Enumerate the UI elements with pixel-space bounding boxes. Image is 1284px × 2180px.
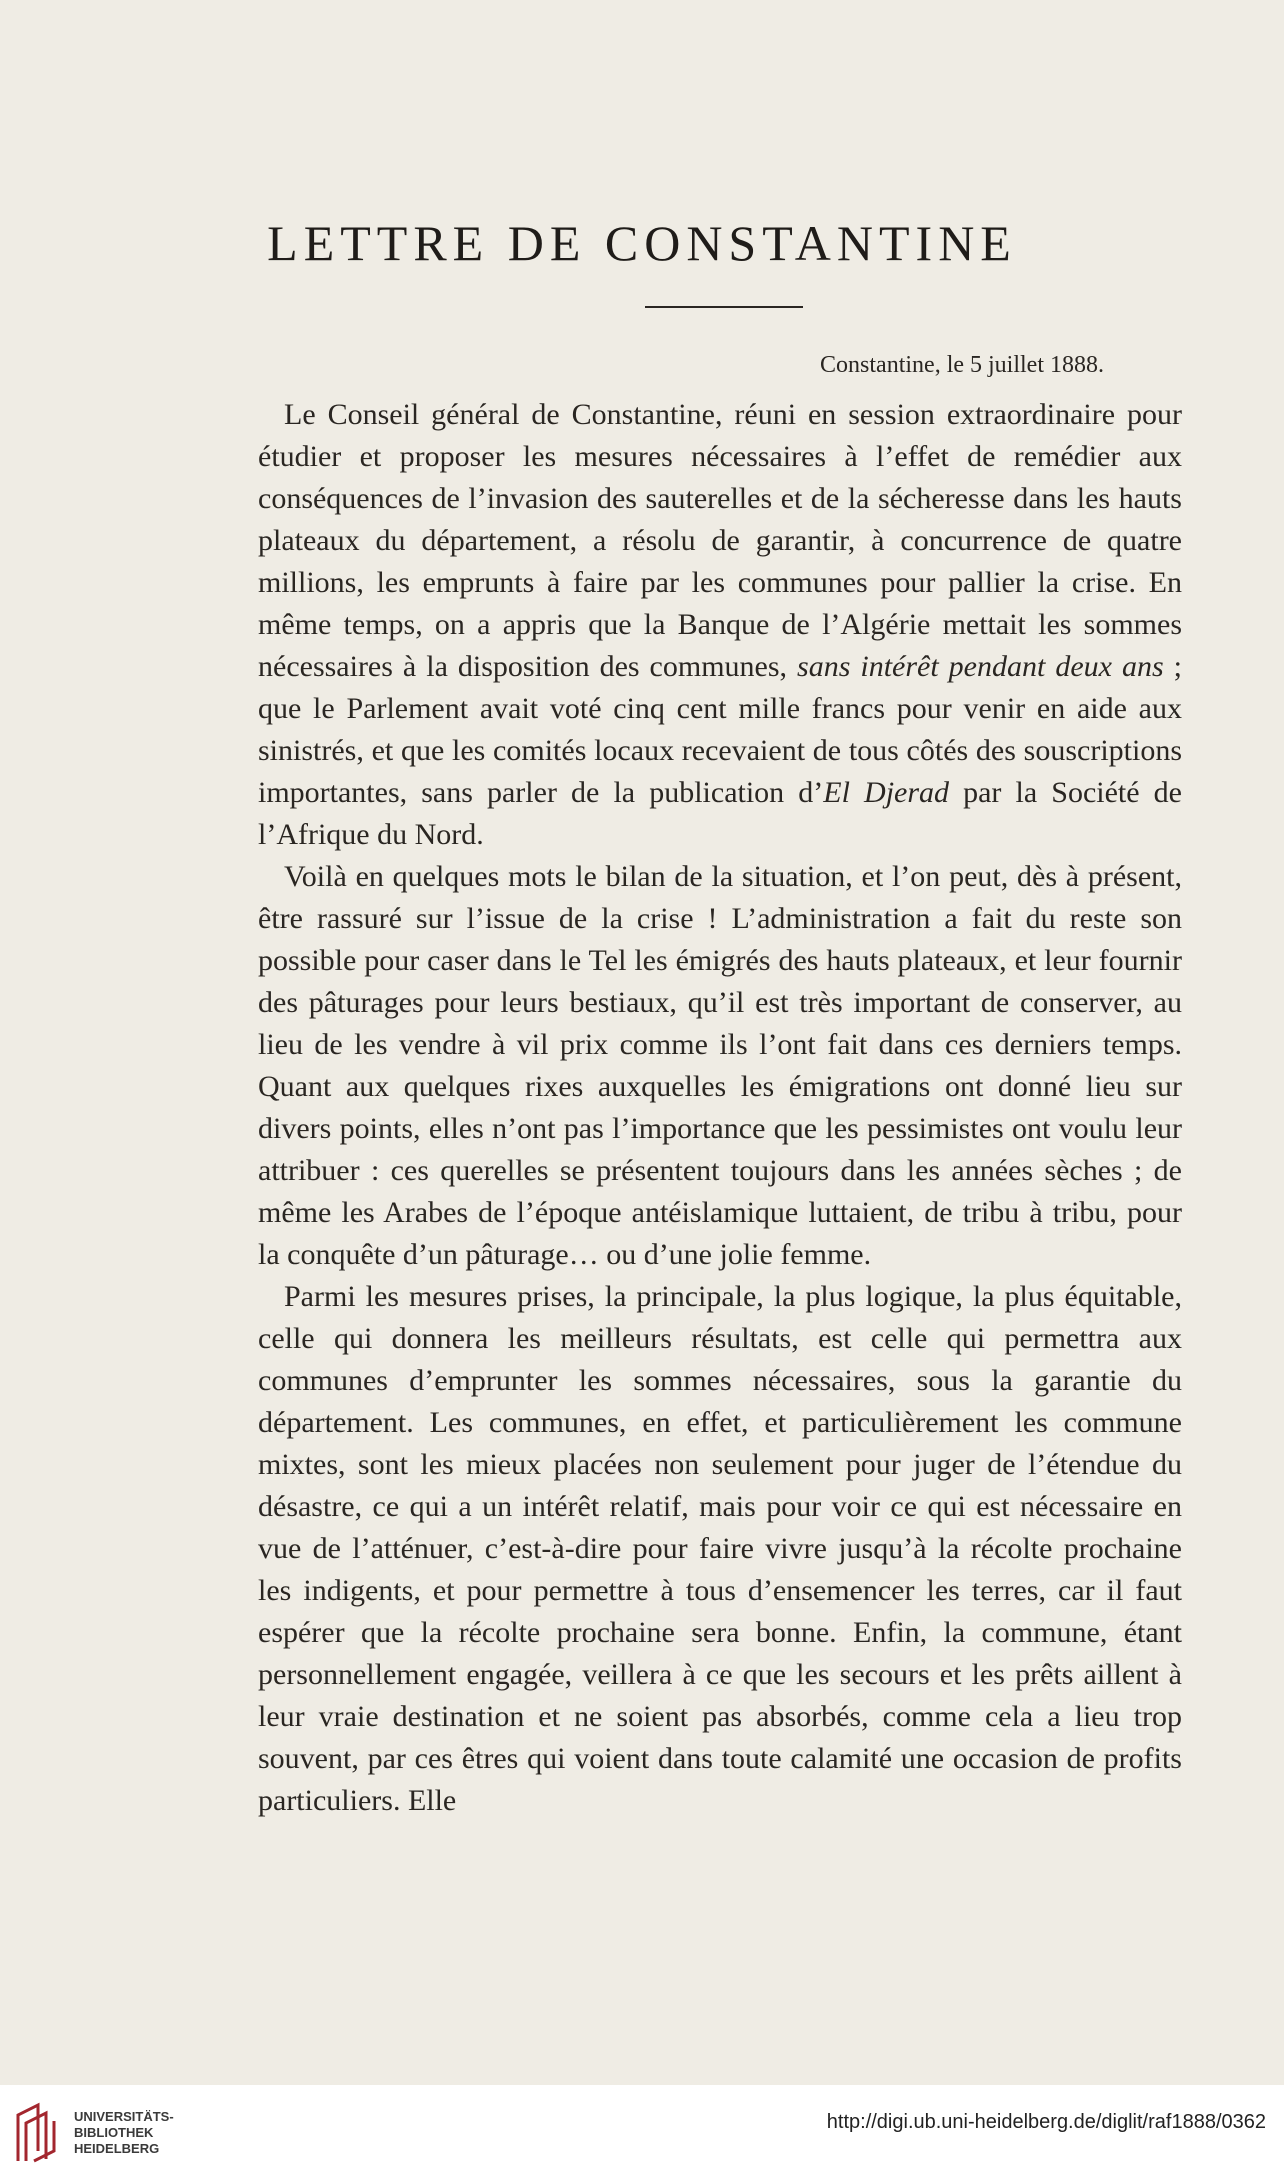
paragraph-3: Parmi les mesures prises, la principale, la plus logique, la plus équitable, celle qui donnera les meilleurs résultats, est celle qui permettra aux communes d’emprunter les sommes nécessaires, sous la garantie du département. Les communes, en effet, et particulièrement les commune mixtes, sont les mieux placées non seulement pour juger de l’étendue du désastre, ce qui a un intérêt relatif, mais pour voir ce qui est nécessaire en vue de l’atténuer, c’est-à-dire pour faire vivre jusqu’à la récolte prochaine les indigents, et pour permettre à tous d’ensemencer les terres, car il faut espérer que la récolte prochaine sera bonne. Enfin, la commune, étant personnellement engagée, veillera à ce que les secours et les prêts aillent à leur vraie destination et ne soient pas absorbés, comme cela a lieu trop souvent, par ces êtres qui voient dans toute calamité une occasion de profits particuliers. Elle [258,1280,1182,1817]
source-url-link[interactable]: http://digi.ub.uni-heidelberg.de/diglit/raf1888/0362 [826,2111,1266,2133]
paragraph-1-text-e: par la Société de l’Afrique du Nord. [258,776,1182,851]
article-body [258,394,1182,1822]
paragraph-1-text-a: Le Conseil général de Constantine, réuni en session extraordinaire pour étudier et proposer les mesures nécessaires à l’effet de remédier aux conséquences de l’invasion des sauterelles et de la sécheresse dans les hauts plateaux du département, a résolu de garantir, à concurrence de quatre millions, les emprunts à faire par les communes pour pallier la crise. En même temps, on a appris que la Banque de l’Algérie mettait les sommes nécessaires à la disposition des communes, [258,398,1182,683]
title-rule [645,306,803,308]
dateline: Constantine, le 5 juillet 1888. [820,352,1104,378]
library-logo-icon [14,2101,64,2165]
paragraph-1-italic-title: El Djerad [823,776,950,809]
paragraph-1-italic-phrase: sans intérêt pendant deux ans [797,650,1164,683]
logo-mark [18,2105,54,2161]
paragraph-1 [258,394,1182,856]
library-name-line-2: BIBLIOTHEK [74,2125,154,2140]
paragraph-1-text-c: ; que le Parlement avait voté cinq cent mille francs pour venir en aide aux sinistrés, et que les comités locaux recevaient de tous côtés des souscriptions importantes, sans parler de la publication d’ [258,650,1182,809]
footer-bar [0,2085,1284,2180]
library-name-line-3: HEIDELBERG [74,2141,160,2156]
article-title: LETTRE DE CONSTANTINE [267,215,1017,271]
paragraph-2: Voilà en quelques mots le bilan de la situation, et l’on peut, dès à présent, être rassuré sur l’issue de la crise ! L’administration a fait du reste son possible pour caser dans le Tel les émigrés des hauts plateaux, et leur fournir des pâturages pour leurs bestiaux, qu’il est très important de conserver, au lieu de les vendre à vil prix comme ils l’ont fait dans ces derniers temps. Quant aux quelques rixes auxquelles les émigrations ont donné lieu sur divers points, elles n’ont pas l’importance que les pessimistes ont voulu leur attribuer : ces querelles se présentent toujours dans les années sèches ; de même les Arabes de l’époque antéislamique luttaient, de tribu à tribu, pour la conquête d’un pâturage… ou d’une jolie femme. [258,860,1182,1271]
library-name [74,2109,174,2157]
library-name-line-1: UNIVERSITÄTS- [74,2109,174,2124]
